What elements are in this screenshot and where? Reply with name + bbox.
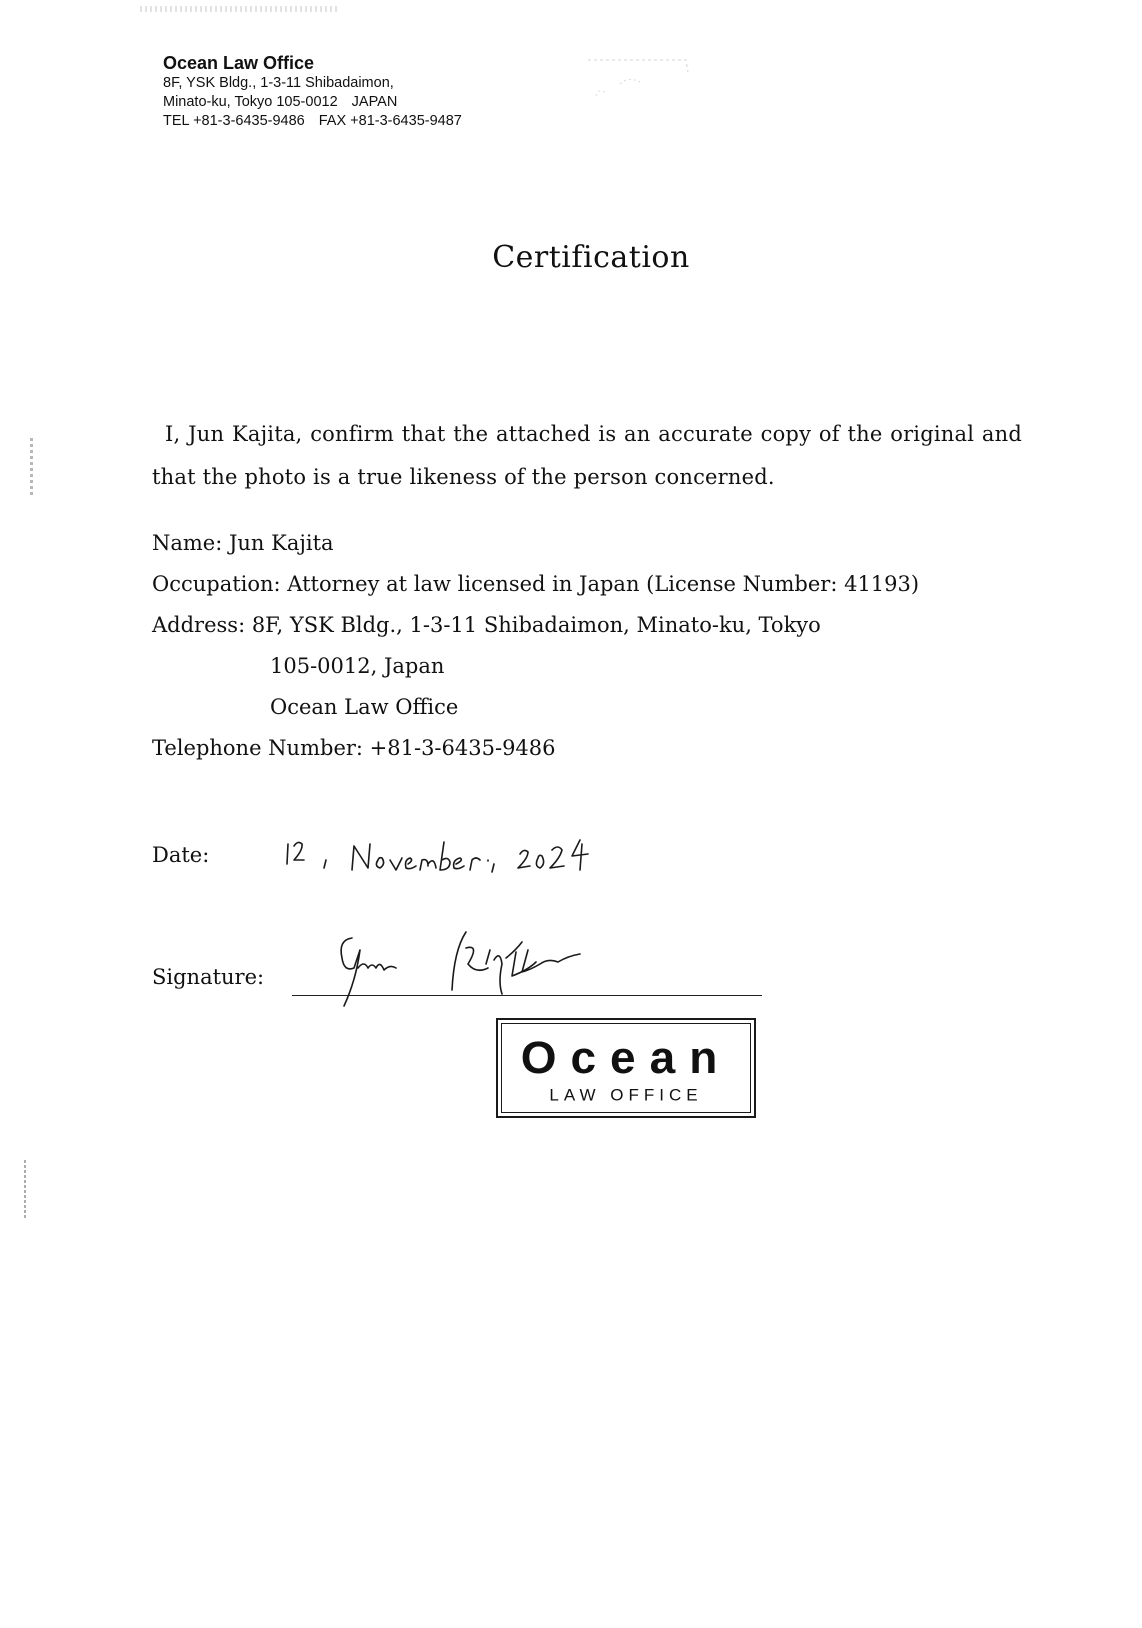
scan-artifact-left-2	[24, 1160, 26, 1220]
scan-artifact-top	[140, 6, 340, 12]
address-field-line1: Address: 8F, YSK Bldg., 1-3-11 Shibadaimon, Minato-ku, Tokyo	[152, 613, 821, 637]
handwritten-date	[282, 830, 622, 880]
svg-text:Ocean: Ocean	[520, 1032, 732, 1083]
address-field-line2: 105-0012, Japan	[270, 654, 445, 678]
letterhead-contact-line	[163, 112, 462, 131]
telephone-field: Telephone Number: +81-3-6435-9486	[152, 736, 556, 760]
letterhead-country: JAPAN	[351, 94, 398, 110]
law-office-seal	[496, 1018, 756, 1118]
letterhead-city-line	[163, 93, 462, 112]
certification-statement: I, Jun Kajita, confirm that the attached is an accurate copy of the original and that the photo is a true likeness of the person concerned.	[152, 422, 1022, 489]
seal-inner-frame	[501, 1023, 751, 1113]
scan-artifact-left-1	[30, 438, 33, 496]
letterhead-firm-name: Ocean Law Office	[163, 53, 315, 73]
date-label: Date:	[152, 843, 210, 867]
document-title: Certification	[492, 240, 690, 275]
letterhead-city: Minato-ku, Tokyo 105-0012	[163, 94, 338, 110]
letterhead-address-line: 8F, YSK Bldg., 1-3-11 Shibadaimon,	[163, 75, 394, 91]
address-field-line3: Ocean Law Office	[270, 695, 459, 719]
signature-drawing	[330, 930, 630, 1020]
scan-artifact-right	[580, 56, 695, 111]
occupation-field: Occupation: Attorney at law licensed in Japan (License Number: 41193)	[152, 572, 920, 596]
svg-text:LAW OFFICE: LAW OFFICE	[549, 1085, 703, 1105]
signature-label: Signature:	[152, 965, 265, 989]
letterhead	[163, 53, 462, 131]
letterhead-fax: FAX +81-3-6435-9487	[318, 113, 462, 129]
name-field: Name: Jun Kajita	[152, 531, 334, 555]
letterhead-tel: TEL +81-3-6435-9486	[163, 113, 305, 129]
